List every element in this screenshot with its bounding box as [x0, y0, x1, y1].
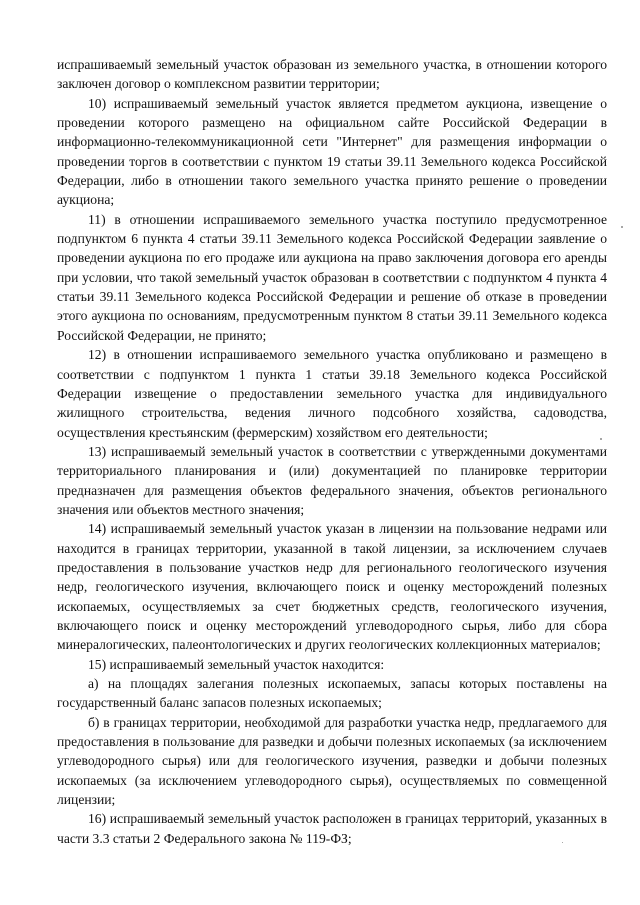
paragraph-item-11: 11) в отношении испрашиваемого земельного участка поступило предусмотренное подпунктом 6 пункта 4 статьи 39.11 Земельного кодекса Российской Федерации заявление о проведении аукциона по его продаже или аукциона на право заключения договора его аренды при условии, что такой земельный участок образован в соответствии с подпунктом 4 пункта 4 статьи 39.11 Земельного кодекса Российской Федерации и решение об отказе в проведении этого аукциона по основаниям, предусмотренным пунктом 8 статьи 39.11 Земельного кодекса Российской Федерации, не принято; — [57, 211, 607, 343]
paragraph-item-15-b: б) в границах территории, необходимой для разработки участка недр, предлагаемого для предоставления в пользование для разведки и добычи полезных ископаемых (за исключением углеводородного сырья) или для геологического изучения, разведки и добычи полезных ископаемых (за исключением углеводородного сырья), осуществляемых по совмещенной лицензии; — [57, 714, 607, 808]
paragraph-item-15-a: а) на площадях залегания полезных ископаемых, запасы которых поставлены на государственный баланс запасов полезных ископаемых; — [57, 676, 607, 711]
paragraph-item-15: 15) испрашиваемый земельный участок находится: — [88, 656, 385, 672]
paragraph-continuation: испрашиваемый земельный участок образован из земельного участка, в отношении которого заключен договор о комплексном развитии территории; — [57, 57, 607, 92]
paragraph-item-12: 12) в отношении испрашиваемого земельного участка опубликовано и размещено в соответствии с подпунктом 1 пункта 1 статьи 39.18 Земельного кодекса Российской Федерации извещение о предоставлении земельного участка для индивидуального жилищного строительства, ведения личного подсобного хозяйства, садоводства, осуществления крестьянским (фермерским) хозяйством его деятельности; — [57, 347, 607, 440]
paragraph-item-13: 13) испрашиваемый земельный участок в соответствии с утвержденными документами территориального планирования и (или) документацией по планировке территории предназначен для размещения объектов федерального значения, объектов регионального значения или объектов местного значения; — [57, 443, 607, 517]
paragraph-item-16: 16) испрашиваемый земельный участок расположен в границах территорий, указанных в части 3.3 статьи 2 Федерального закона № 119-ФЗ; — [57, 811, 607, 846]
document-body — [57, 55, 607, 848]
scan-speck — [621, 226, 623, 228]
paragraph-item-14: 14) испрашиваемый земельный участок указан в лицензии на пользование недрами или находится в границах территории, указанной в такой лицензии, за исключением случаев предоставления в пользование участков недр для регионального геологического изучения недр, геологического изучения, включающего поиск и оценку месторождений полезных ископаемых, осуществляемых за счет бюджетных средств, геологического изучения, включающего поиск и оценку месторождений углеводородного сырья, либо для сбора минералогических, палеонтологических и других геологических коллекционных материалов; — [57, 521, 607, 653]
scan-speck — [562, 842, 563, 843]
scan-speck — [600, 438, 602, 440]
paragraph-item-10: 10) испрашиваемый земельный участок является предметом аукциона, извещение о проведении которого размещено на официальном сайте Российской Федерации в информационно-телекоммуникационной сети "Интернет" для размещения информации о проведении торгов в соответствии с пунктом 19 статьи 39.11 Земельного кодекса Российской Федерации, либо в отношении такого земельного участка принято решение о проведении аукциона; — [57, 95, 607, 208]
